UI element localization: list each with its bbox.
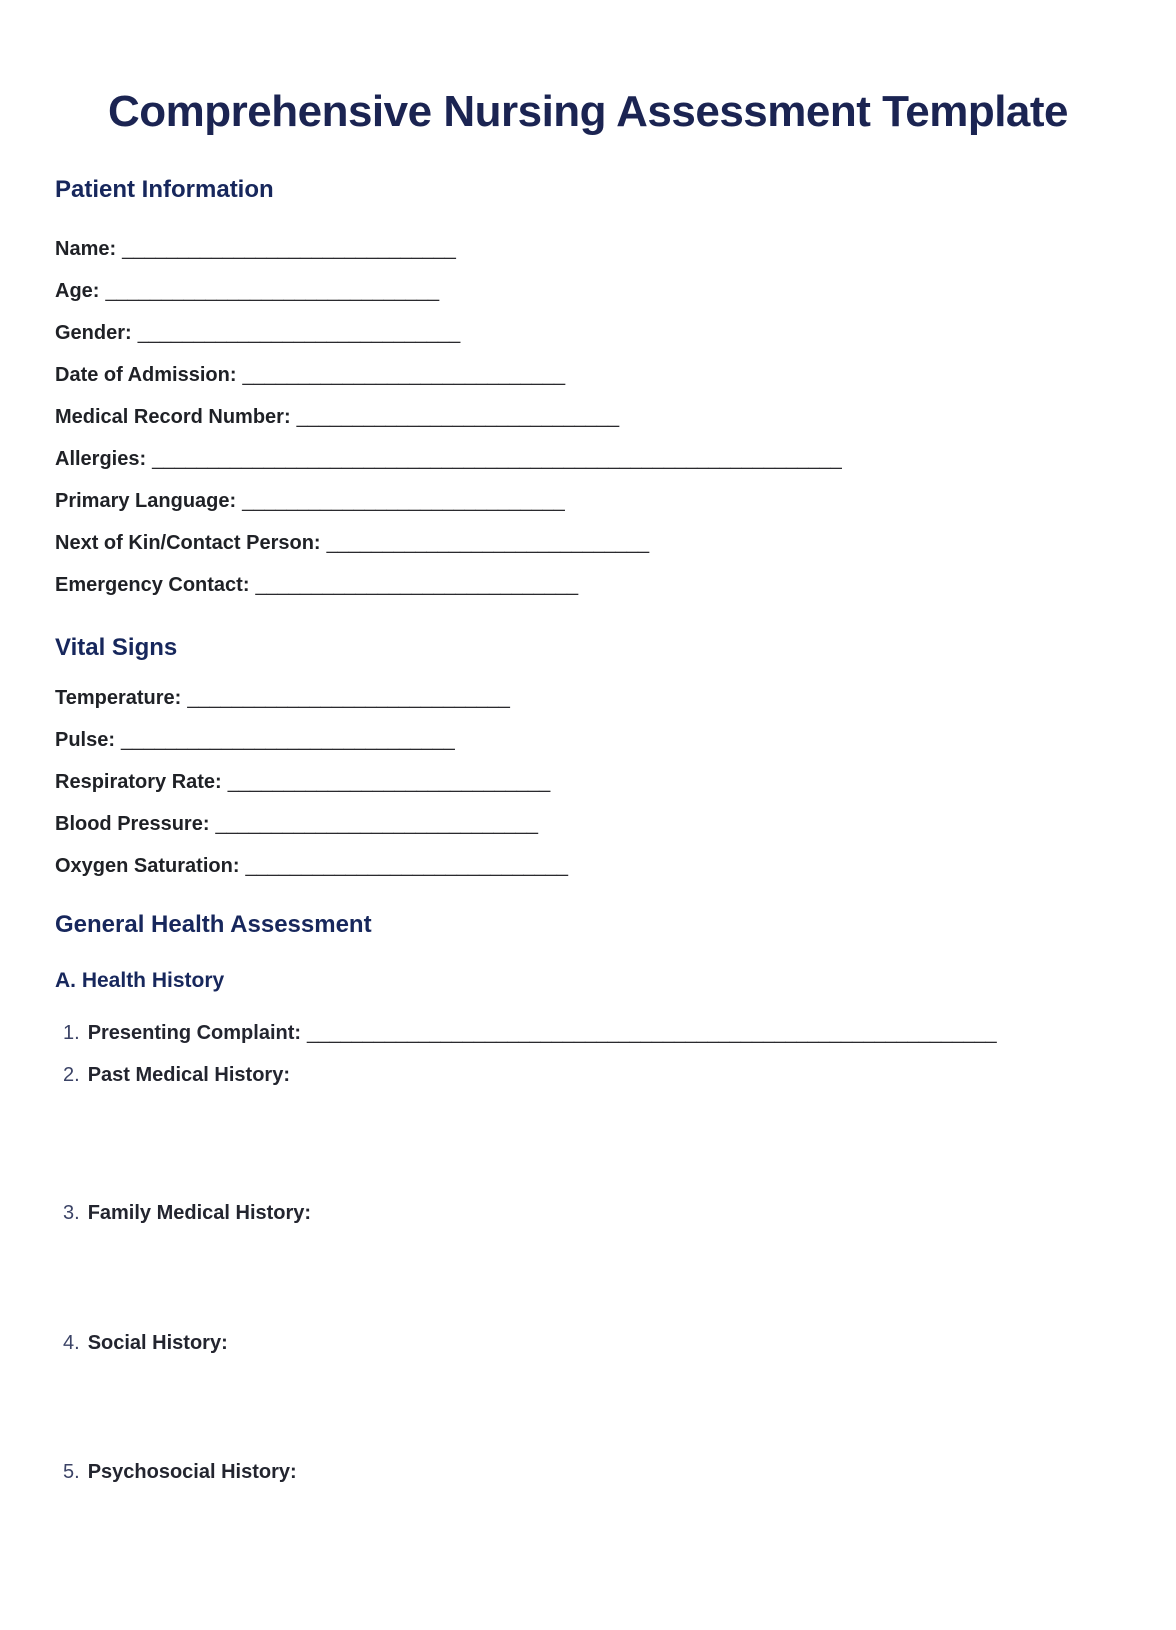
field-label-respiratory-rate: Respiratory Rate: [55, 771, 222, 794]
field-row-date-of-admission [55, 354, 1121, 396]
field-label-oxygen-saturation: Oxygen Saturation: [55, 855, 240, 878]
subsection-heading-health-history: A. Health History [55, 968, 225, 992]
blank-line: ______________________________________________________________ [307, 1021, 997, 1044]
field-row-respiratory-rate [55, 761, 1121, 803]
list-item-presenting-complaint [63, 1019, 1121, 1047]
field-label-primary-language: Primary Language: [55, 489, 237, 512]
field-label-emergency-contact: Emergency Contact: [55, 573, 250, 596]
field-row-age [55, 270, 1121, 312]
blank-line: _____________________________ [187, 687, 510, 710]
list-item-number: 1. [63, 1021, 80, 1044]
page-title: Comprehensive Nursing Assessment Template [107, 87, 1069, 136]
field-label-temperature: Temperature: [55, 687, 182, 710]
field-row-name [55, 228, 1121, 270]
list-item-label: Presenting Complaint: [87, 1021, 302, 1044]
list-item-psychosocial-history [63, 1458, 1121, 1486]
field-label-next-of-kin: Next of Kin/Contact Person: [55, 531, 321, 554]
list-item-number: 5. [63, 1460, 80, 1483]
blank-line: ______________________________ [121, 729, 455, 752]
field-label-date-of-admission: Date of Admission: [55, 363, 237, 386]
section-heading-patient-information: Patient Information [55, 176, 274, 203]
field-row-primary-language [55, 480, 1121, 522]
list-item-number: 4. [63, 1331, 80, 1354]
field-row-temperature [55, 677, 1121, 719]
field-row-emergency-contact [55, 564, 1121, 606]
blank-line: _____________________________ [242, 363, 566, 386]
list-item-label: Family Medical History: [87, 1201, 312, 1224]
blank-line: ______________________________________________________________ [152, 447, 842, 470]
field-label-medical-record-number: Medical Record Number: [55, 405, 291, 428]
list-item-label: Past Medical History: [87, 1063, 290, 1086]
field-row-pulse [55, 719, 1121, 761]
field-label-gender: Gender: [55, 321, 132, 344]
field-row-oxygen-saturation [55, 845, 1121, 887]
blank-line: _____________________________ [255, 573, 579, 596]
field-row-allergies [55, 438, 1121, 480]
blank-line: _____________________________ [215, 813, 539, 836]
field-row-medical-record-number [55, 396, 1121, 438]
health-history-list [55, 1019, 1121, 1486]
section-heading-general-health-assessment: General Health Assessment [55, 911, 372, 939]
field-row-next-of-kin [55, 522, 1121, 564]
vital-signs-fields [55, 677, 1121, 887]
blank-line: _____________________________ [245, 855, 569, 878]
blank-line: ______________________________ [122, 237, 456, 260]
blank-line: _____________________________ [242, 489, 565, 512]
section-heading-vital-signs: Vital Signs [55, 633, 178, 661]
field-row-gender [55, 312, 1121, 354]
blank-line: _____________________________ [296, 405, 620, 428]
list-item-label: Social History: [87, 1331, 228, 1354]
field-label-allergies: Allergies: [55, 447, 147, 470]
list-item-label: Psychosocial History: [87, 1460, 297, 1483]
field-row-blood-pressure [55, 803, 1121, 845]
list-item-past-medical-history [63, 1061, 1121, 1089]
list-item-social-history [63, 1329, 1121, 1357]
blank-line: ______________________________ [105, 279, 440, 302]
list-item-family-medical-history [63, 1199, 1121, 1227]
field-label-pulse: Pulse: [55, 729, 116, 752]
list-item-number: 3. [63, 1201, 80, 1224]
blank-line: _____________________________ [137, 321, 461, 344]
field-label-age: Age: [55, 279, 100, 302]
blank-line: _____________________________ [326, 531, 650, 554]
field-label-blood-pressure: Blood Pressure: [55, 813, 210, 836]
list-item-number: 2. [63, 1063, 80, 1086]
patient-information-fields [55, 228, 1121, 606]
blank-line: _____________________________ [227, 771, 551, 794]
field-label-name: Name: [55, 237, 117, 260]
